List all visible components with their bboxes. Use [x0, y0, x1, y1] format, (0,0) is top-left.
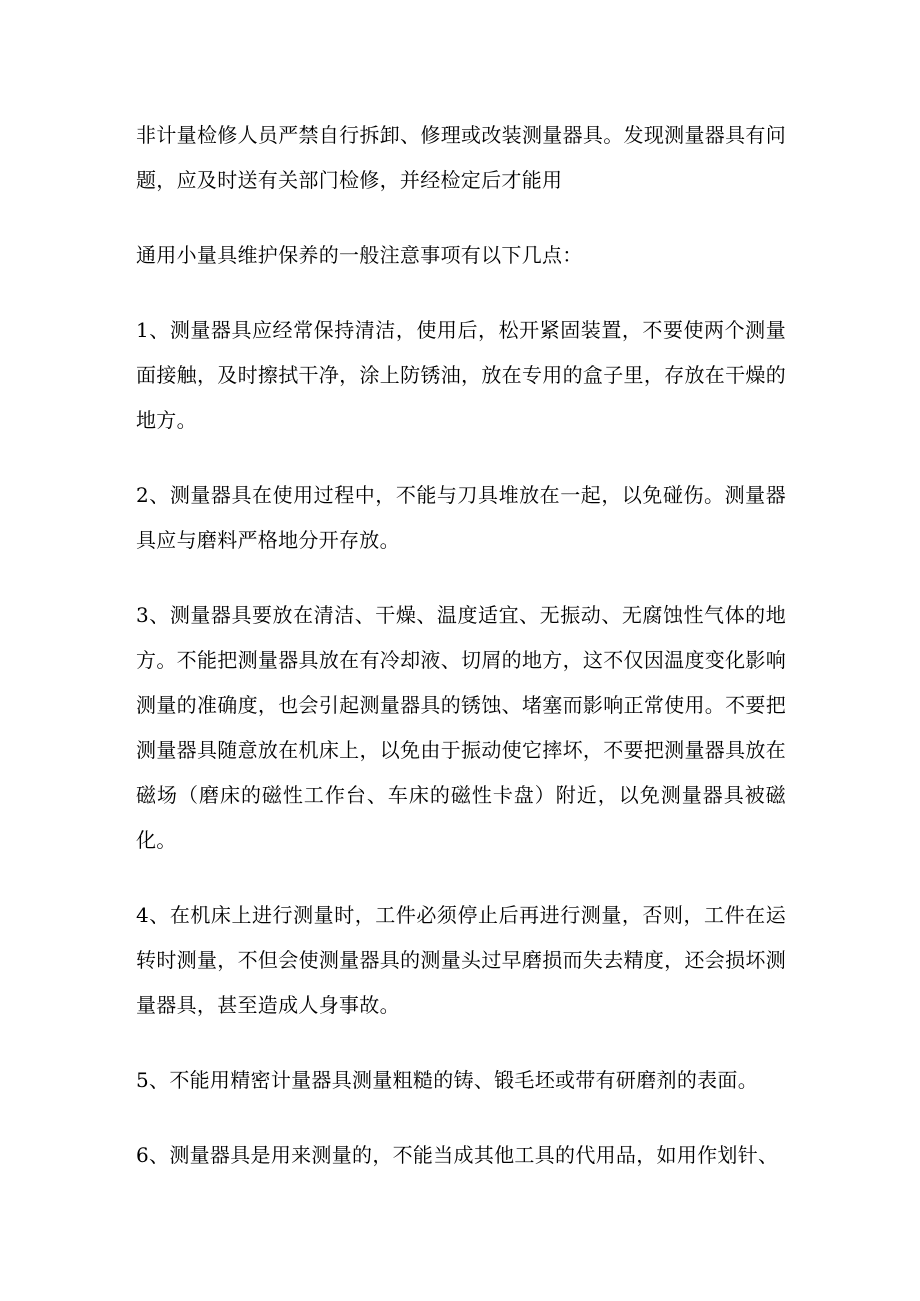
paragraph-item-5: 5、不能用精密计量器具测量粗糙的铸、锻毛坯或带有研磨剂的表面。: [136, 1068, 759, 1092]
paragraph-item-6: 6、测量器具是用来测量的，不能当成其他工具的代用品，如用作划针、: [136, 1143, 779, 1167]
paragraph-item-1: 1、测量器具应经常保持清洁，使用后，松开紧固装置，不要使两个测量面接触，及时擦拭干净，涂上防锈油，放在专用的盒子里，存放在干燥的地方。: [136, 318, 786, 432]
paragraph-item-2: 2、测量器具在使用过程中，不能与刀具堆放在一起，以免碰伤。测量器具应与磨料严格地分开存放。: [136, 483, 786, 552]
paragraph-item-4: 4、在机床上进行测量时，工件必须停止后再进行测量，否则，工件在运转时测量，不但会使测量器具的测量头过早磨损而失去精度，还会损坏测量器具，甚至造成人身事故。: [136, 903, 786, 1017]
paragraph-intro: 通用小量具维护保养的一般注意事项有以下几点：: [136, 243, 583, 267]
paragraph-item-3: 3、测量器具要放在清洁、干燥、温度适宜、无振动、无腐蚀性气体的地方。不能把测量器具放在有冷却液、切屑的地方，这不仅因温度变化影响测量的准确度，也会引起测量器具的锈蚀、堵塞而影响正常使用。不要把测量器具随意放在机床上，以免由于振动使它摔坏，不要把测量器具放在磁场（磨床的磁性工作台、车床的磁性卡盘）附近，以免测量器具被磁化。: [136, 603, 786, 852]
document-body: [136, 113, 786, 1208]
paragraph-repair-rule: 非计量检修人员严禁自行拆卸、修理或改装测量器具。发现测量器具有问题，应及时送有关部门检修，并经检定后才能用: [136, 123, 786, 192]
